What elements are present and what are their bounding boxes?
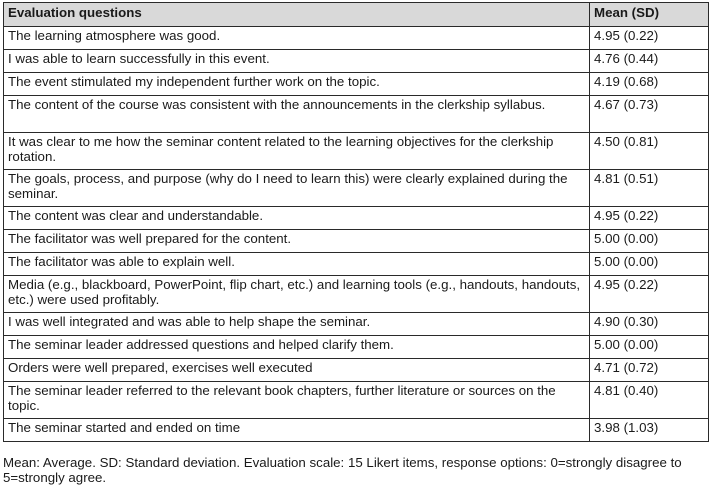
mean-cell: 5.00 (0.00): [590, 336, 709, 359]
mean-cell: 4.81 (0.51): [590, 170, 709, 207]
question-cell: I was well integrated and was able to help shape the seminar.: [4, 313, 590, 336]
table-row: [4, 419, 709, 442]
question-cell: The seminar leader referred to the relevant book chapters, further literature or sources on the topic.: [4, 382, 590, 419]
header-evaluation-questions: Evaluation questions: [4, 3, 590, 27]
table-row: [4, 207, 709, 230]
table-row: [4, 133, 709, 170]
mean-cell: 4.67 (0.73): [590, 96, 709, 133]
question-cell: The content of the course was consistent with the announcements in the clerkship syllabus.: [4, 96, 590, 133]
question-cell: The learning atmosphere was good.: [4, 27, 590, 50]
mean-cell: 4.19 (0.68): [590, 73, 709, 96]
mean-cell: 3.98 (1.03): [590, 419, 709, 442]
mean-cell: 4.76 (0.44): [590, 50, 709, 73]
mean-cell: 4.90 (0.30): [590, 313, 709, 336]
table-row: [4, 27, 709, 50]
table-footnote: Mean: Average. SD: Standard deviation. Evaluation scale: 15 Likert items, response options: 0=strongly disagree to 5=strongly agree.: [3, 455, 682, 485]
table-row: [4, 359, 709, 382]
question-cell: The seminar leader addressed questions and helped clarify them.: [4, 336, 590, 359]
table-header-row: [4, 3, 709, 27]
question-cell: The goals, process, and purpose (why do I need to learn this) were clearly explained during the seminar.: [4, 170, 590, 207]
mean-cell: 4.81 (0.40): [590, 382, 709, 419]
evaluation-table: [3, 2, 709, 442]
question-cell: The content was clear and understandable.: [4, 207, 590, 230]
question-cell: Orders were well prepared, exercises well executed: [4, 359, 590, 382]
table-row: [4, 230, 709, 253]
question-cell: I was able to learn successfully in this event.: [4, 50, 590, 73]
header-mean-sd: Mean (SD): [590, 3, 709, 27]
mean-cell: 5.00 (0.00): [590, 230, 709, 253]
table-row: [4, 170, 709, 207]
question-cell: It was clear to me how the seminar content related to the learning objectives for the clerkship rotation.: [4, 133, 590, 170]
mean-cell: 4.50 (0.81): [590, 133, 709, 170]
table-row: [4, 313, 709, 336]
mean-cell: 5.00 (0.00): [590, 253, 709, 276]
question-cell: The facilitator was well prepared for the content.: [4, 230, 590, 253]
question-cell: The event stimulated my independent further work on the topic.: [4, 73, 590, 96]
table-row: [4, 276, 709, 313]
mean-cell: 4.95 (0.22): [590, 27, 709, 50]
table-row: [4, 50, 709, 73]
table-row: [4, 253, 709, 276]
table-row: [4, 73, 709, 96]
mean-cell: 4.95 (0.22): [590, 207, 709, 230]
table-row: [4, 336, 709, 359]
question-cell: Media (e.g., blackboard, PowerPoint, flip chart, etc.) and learning tools (e.g., handouts, handouts, etc.) were used profitably.: [4, 276, 590, 313]
table-row: [4, 96, 709, 133]
question-cell: The facilitator was able to explain well.: [4, 253, 590, 276]
mean-cell: 4.71 (0.72): [590, 359, 709, 382]
question-cell: The seminar started and ended on time: [4, 419, 590, 442]
mean-cell: 4.95 (0.22): [590, 276, 709, 313]
table-row: [4, 382, 709, 419]
